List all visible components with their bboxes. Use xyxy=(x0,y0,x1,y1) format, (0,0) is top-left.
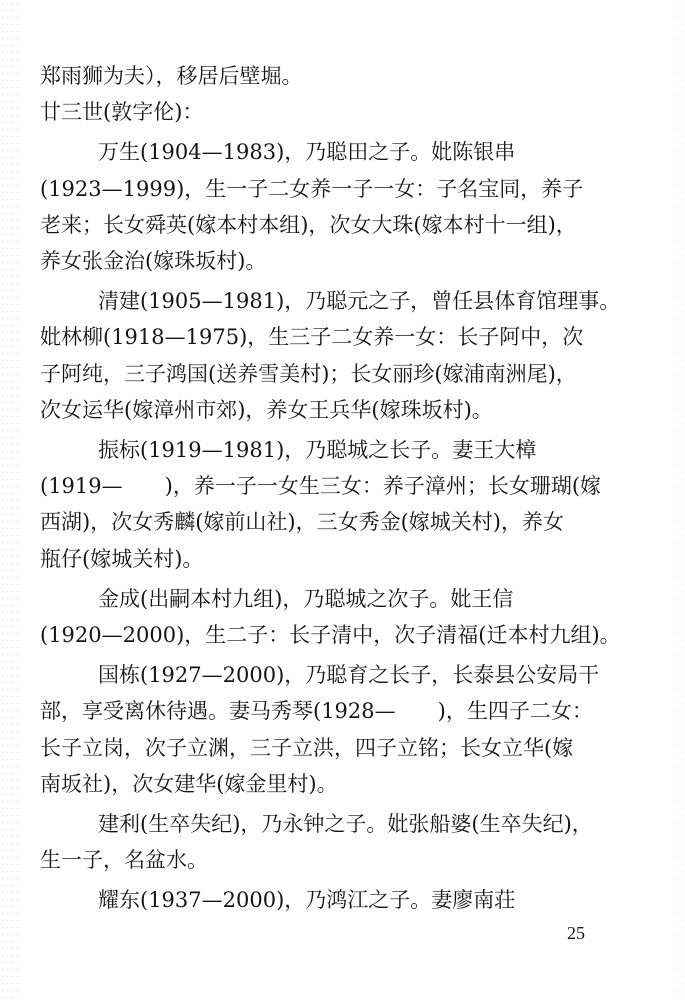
text-line: 次女运华(嫁漳州市郊)，养女王兵华(嫁珠坂村)。 xyxy=(40,397,493,422)
text-line: 郑雨狮为夫），移居后壁堀。 xyxy=(40,64,303,88)
text-line: 部，享受离休待遇。妻马秀琴(1928— )，生四子二女： xyxy=(40,699,593,724)
text-line: 振标(1919—1981)，乃聪城之长子。妻王大樟 xyxy=(98,438,537,463)
scan-edge-noise xyxy=(0,0,22,1000)
paragraph-jianli xyxy=(40,806,640,878)
paragraph-guodong xyxy=(40,657,640,802)
text-line: 建利(生卒失纪)，乃永钟之子。妣张船婆(生卒失纪)， xyxy=(98,812,593,837)
page-number: 25 xyxy=(567,923,585,943)
text-line: 妣林柳(1918—1975)，生三子二女养一女：长子阿中，次 xyxy=(40,325,584,350)
section-heading: 廿三世(敦字伦)： xyxy=(40,100,204,125)
text-line: 生一子，名盆水。 xyxy=(40,848,208,873)
text-line: 金成(出嗣本村九组)，乃聪城之次子。妣王信 xyxy=(98,586,514,611)
paragraph-continuation xyxy=(40,58,640,94)
text-line: 长子立岗，次子立渊，三子立洪，四子立铭；长女立华(嫁 xyxy=(40,735,574,760)
paragraph-zhenbiao xyxy=(40,432,640,577)
text-line: 万生(1904—1983)，乃聪田之子。妣陈银串 xyxy=(98,140,516,165)
text-line: 瓶仔(嫁城关村)。 xyxy=(40,546,204,571)
text-line: 养女张金治(嫁珠坂村)。 xyxy=(40,249,267,274)
text-line: (1919— )，养一子一女生三女：养子漳州；长女珊瑚(嫁 xyxy=(40,474,602,499)
text-line: (1920—2000)，生二子：长子清中，次子清福(迁本村九组)。 xyxy=(40,623,621,648)
text-line: 老来；长女舜英(嫁本村本组)，次女大珠(嫁本村十一组)， xyxy=(40,212,577,237)
text-line: 南坂社)，次女建华(嫁金里村)。 xyxy=(40,771,338,796)
paragraph-jincheng xyxy=(40,581,640,653)
text-line: (1923—1999)，生一子二女养一子一女：子名宝同，养子 xyxy=(40,176,584,201)
paragraph-qingjian xyxy=(40,283,640,428)
paragraph-yaodong xyxy=(40,882,640,918)
text-line: 清建(1905—1981)，乃聪元之子，曾任县体育馆理事。 xyxy=(98,289,621,314)
generation-heading xyxy=(40,94,640,130)
scan-edge-noise-right xyxy=(675,0,685,1000)
text-line: 国栋(1927—2000)，乃聪育之长子，长泰县公安局干 xyxy=(98,663,600,688)
text-line: 子阿纯，三子鸿国(送养雪美村)；长女丽珍(嫁浦南洲尾)， xyxy=(40,361,577,386)
text-line: 耀东(1937—2000)，乃鸿江之子。妻廖南荘 xyxy=(98,888,516,913)
text-line: 西湖)，次女秀麟(嫁前山社)，三女秀金(嫁城关村)，养女 xyxy=(40,510,564,535)
paragraph-wansheng xyxy=(40,134,640,279)
page-body-text xyxy=(40,58,640,919)
